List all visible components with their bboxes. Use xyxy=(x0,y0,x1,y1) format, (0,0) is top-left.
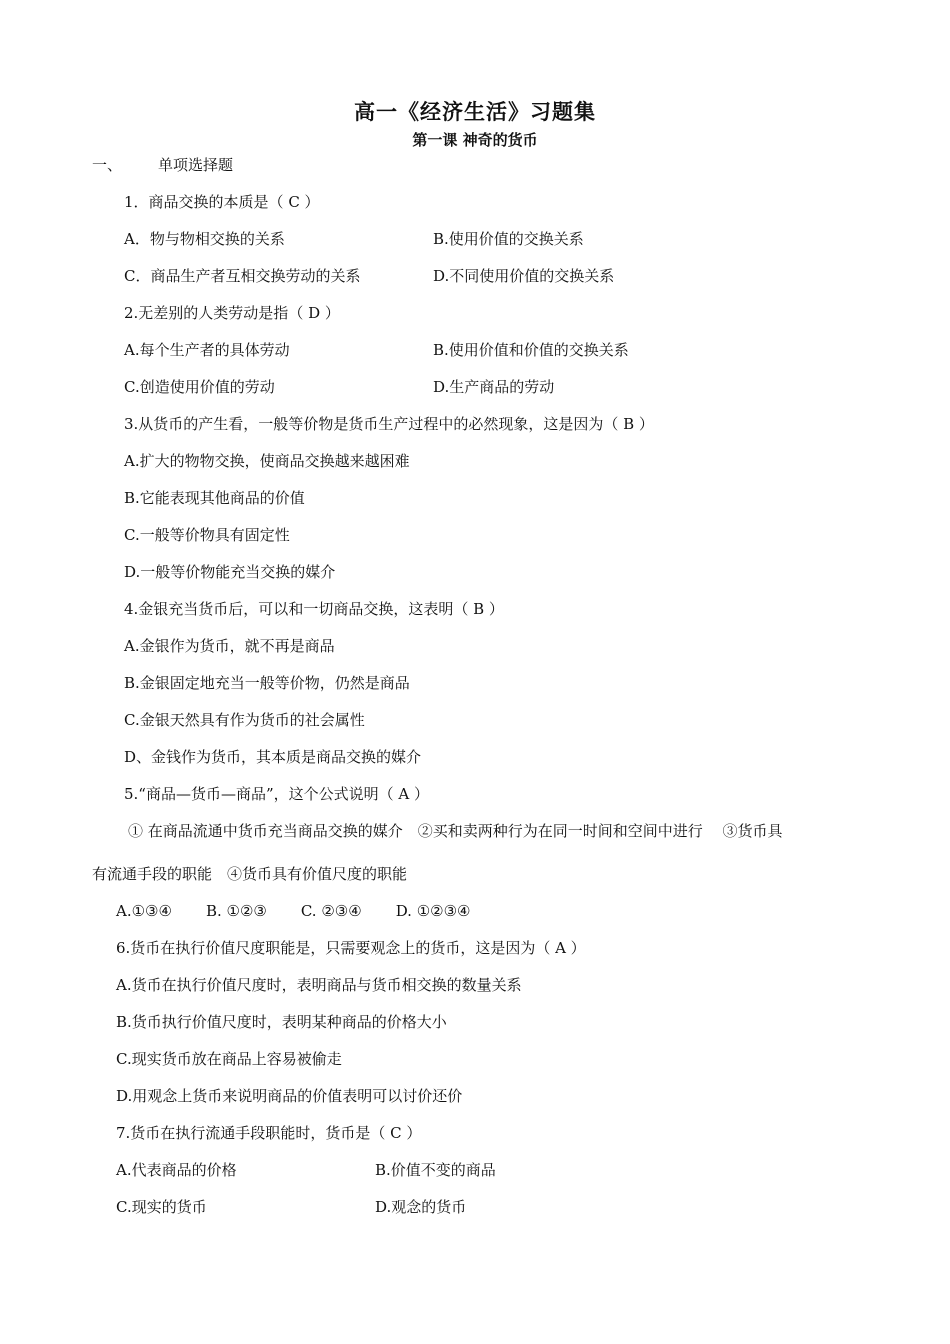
q6-option-d: D.用观念上货币来说明商品的价值表明可以讨价还价 xyxy=(116,1087,463,1105)
q1-option-c: C．商品生产者互相交换劳动的关系 xyxy=(124,267,361,285)
q3-option-b: B.它能表现其他商品的价值 xyxy=(124,489,305,507)
q6-stem: 6.货币在执行价值尺度职能是，只需要观念上的货币，这是因为（ A ） xyxy=(116,939,586,957)
q2-option-c: C.创造使用价值的劳动 xyxy=(124,378,275,396)
q6-option-b: B.货币执行价值尺度时，表明某种商品的价格大小 xyxy=(116,1013,447,1031)
q3-option-d: D.一般等价物能充当交换的媒介 xyxy=(124,563,336,581)
q2-option-a: A.每个生产者的具体劳动 xyxy=(124,341,290,359)
q3-option-a: A.扩大的物物交换，使商品交换越来越困难 xyxy=(124,452,410,470)
q2-stem: 2.无差别的人类劳动是指（ D ） xyxy=(124,304,340,322)
q5-statements-line1: ① 在商品流通中货币充当商品交换的媒介 ②买和卖两种行为在同一时间和空间中进行 ③货币具 xyxy=(128,822,783,840)
q7-option-b: B.价值不变的商品 xyxy=(375,1161,496,1179)
q4-option-a: A.金银作为货币，就不再是商品 xyxy=(124,637,335,655)
q4-option-c: C.金银天然具有作为货币的社会属性 xyxy=(124,711,365,729)
q5-options-row xyxy=(116,900,505,922)
q5-option-a: A.①③④ xyxy=(116,902,172,920)
q4-option-b: B.金银固定地充当一般等价物，仍然是商品 xyxy=(124,674,410,692)
q4-option-d: D、金钱作为货币，其本质是商品交换的媒介 xyxy=(124,748,422,766)
q3-stem: 3.从货币的产生看，一般等价物是货币生产过程中的必然现象，这是因为（ B ） xyxy=(124,415,654,433)
q7-option-a: A.代表商品的价格 xyxy=(116,1161,237,1179)
q5-option-c: C. ②③④ xyxy=(300,902,362,920)
q6-option-c: C.现实货币放在商品上容易被偷走 xyxy=(116,1050,342,1068)
q1-option-d: D.不同使用价值的交换关系 xyxy=(433,267,615,285)
q7-option-c: C.现实的货币 xyxy=(116,1198,207,1216)
q1-option-a: A．物与物相交换的关系 xyxy=(124,230,285,248)
q1-option-b: B.使用价值的交换关系 xyxy=(433,230,584,248)
lesson-subtitle: 第一课 神奇的货币 xyxy=(412,131,538,149)
q6-option-a: A.货币在执行价值尺度时，表明商品与货币相交换的数量关系 xyxy=(116,976,522,994)
q7-stem: 7.货币在执行流通手段职能时，货币是（ C ） xyxy=(116,1124,422,1142)
q7-option-d: D.观念的货币 xyxy=(375,1198,467,1216)
page-title: 高一《经济生活》习题集 xyxy=(354,100,596,124)
q5-option-b: B. ①②③ xyxy=(205,902,267,920)
q4-stem: 4.金银充当货币后，可以和一切商品交换，这表明（ B ） xyxy=(124,600,504,618)
q5-option-d: D. ①②③④ xyxy=(395,902,471,920)
q1-stem: 1．商品交换的本质是（ C ） xyxy=(124,193,320,211)
q5-statements-line2: 有流通手段的职能 ④货币具有价值尺度的职能 xyxy=(92,865,408,883)
q5-stem: 5.“商品—货币—商品”，这个公式说明（ A ） xyxy=(124,785,430,803)
q3-option-c: C.一般等价物具有固定性 xyxy=(124,526,290,544)
section-number: 一、 xyxy=(92,156,123,174)
section-label: 单项选择题 xyxy=(158,156,234,174)
q2-option-d: D.生产商品的劳动 xyxy=(433,378,555,396)
q2-option-b: B.使用价值和价值的交换关系 xyxy=(433,341,629,359)
